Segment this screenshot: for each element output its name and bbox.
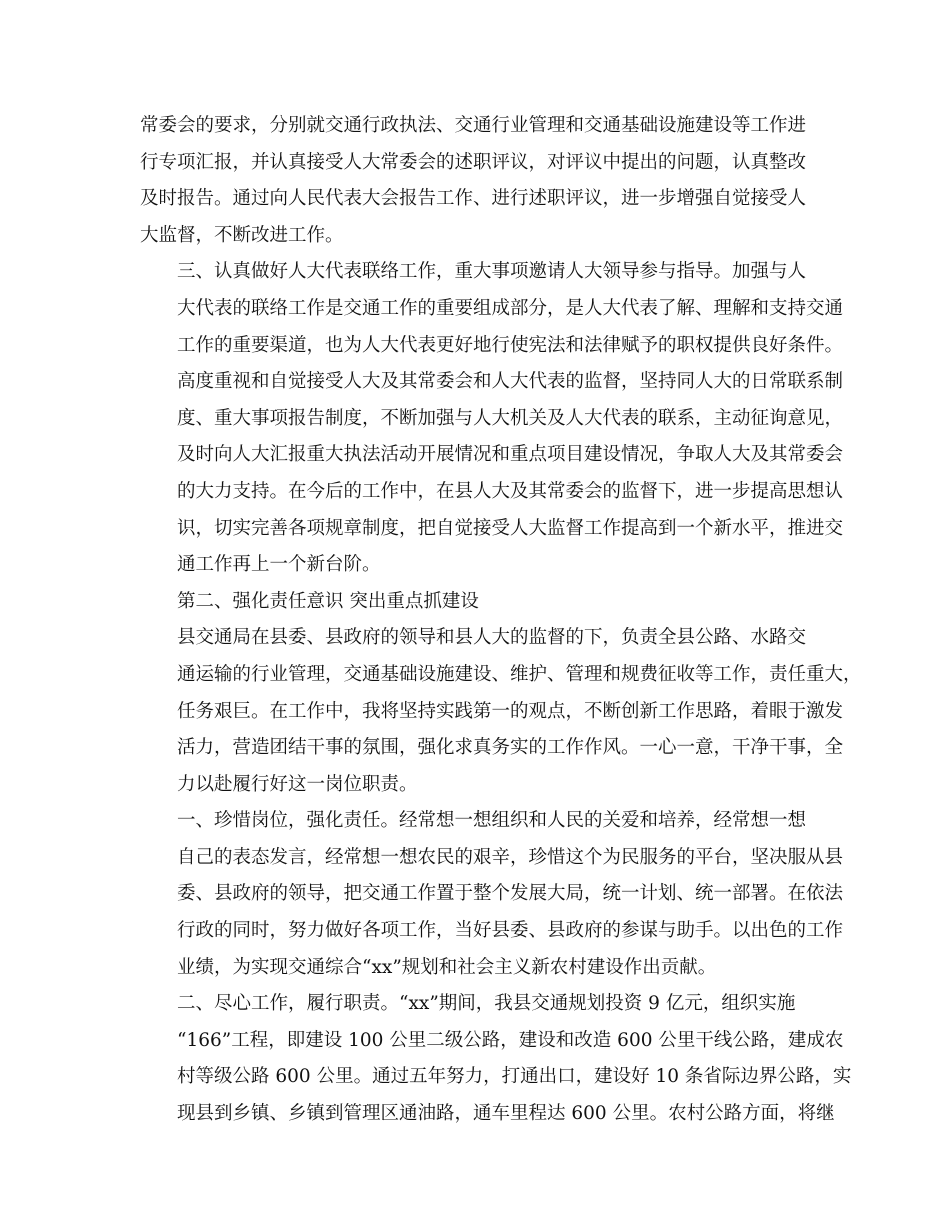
paragraph-section-three bbox=[140, 254, 844, 583]
section-heading bbox=[140, 584, 830, 621]
text-line: 三、认真做好人大代表联络工作，重大事项邀请人大领导参与指导。加强与人 bbox=[177, 261, 807, 283]
text-line: 的大力支持。在今后的工作中，在县人大及其常委会的监督下，进一步提高思想认 bbox=[177, 480, 844, 502]
text-line: 通工作再上一个新台阶。 bbox=[177, 554, 381, 576]
text-line: 一、珍惜岗位，强化责任。经常想一想组织和人民的关爱和培养，经常想一想 bbox=[177, 810, 807, 832]
text-line: 二、尽心工作，履行职责。“xx”期间，我县交通规划投资 9 亿元，组织实施 bbox=[177, 993, 796, 1015]
text-line: “166”工程，即建设 100 公里二级公路，建设和改造 600 公里干线公路，建成农 bbox=[177, 1029, 844, 1051]
text-line: 工作的重要渠道，也为人大代表更好地行使宪法和法律赋予的职权提供良好条件。 bbox=[177, 334, 844, 356]
text-line: 大代表的联络工作是交通工作的重要组成部分，是人大代表了解、理解和支持交通 bbox=[177, 297, 844, 319]
paragraph-item-two bbox=[140, 986, 852, 1132]
text-line: 识，切实完善各项规章制度，把自觉接受人大监督工作提高到一个新水平，推进交 bbox=[177, 517, 844, 539]
text-line: 常委会的要求，分别就交通行政执法、交通行业管理和交通基础设施建设等工作进 bbox=[140, 115, 807, 136]
paragraph-continuation bbox=[140, 108, 830, 254]
text-line: 县交通局在县委、县政府的领导和县人大的监督的下，负责全县公路、水路交 bbox=[177, 627, 807, 649]
text-line: 委、县政府的领导，把交通工作置于整个发展大局，统一计划、统一部署。在依法 bbox=[177, 883, 844, 905]
text-line: 及时报告。通过向人民代表大会报告工作、进行述职评议，进一步增强自觉接受人 bbox=[140, 188, 807, 210]
text-line: 现县到乡镇、乡镇到管理区通油路，通车里程达 600 公里。农村公路方面，将继 bbox=[177, 1103, 835, 1125]
text-line: 活力，营造团结干事的氛围，强化求真务实的工作作风。一心一意，干净干事，全 bbox=[177, 737, 844, 759]
text-line: 及时向人大汇报重大执法活动开展情况和重点项目建设情况，争取人大及其常委会 bbox=[177, 444, 844, 466]
heading-line: 第二、强化责任意识 突出重点抓建设 bbox=[177, 590, 479, 612]
text-line: 度、重大事项报告制度，不断加强与人大机关及人大代表的联系，主动征询意见， bbox=[177, 407, 844, 429]
text-line: 力以赴履行好这一岗位职责。 bbox=[177, 773, 418, 795]
text-line: 通运输的行业管理，交通基础设施建设、维护、管理和规费征收等工作，责任重大， bbox=[177, 663, 862, 685]
paragraph-bureau-duties bbox=[140, 620, 862, 803]
text-line: 村等级公路 600 公里。通过五年努力，打通出口，建设好 10 条省际边界公路，实 bbox=[177, 1066, 852, 1088]
paragraph-item-one bbox=[140, 803, 844, 986]
document-body bbox=[140, 108, 862, 1133]
text-line: 行专项汇报，并认真接受人大常委会的述职评议，对评议中提出的问题，认真整改 bbox=[140, 151, 807, 173]
text-line: 任务艰巨。在工作中，我将坚持实践第一的观点，不断创新工作思路，着眼于激发 bbox=[177, 700, 844, 722]
text-line: 大监督，不断改进工作。 bbox=[140, 224, 344, 246]
text-line: 高度重视和自觉接受人大及其常委会和人大代表的监督，坚持同人大的日常联系制 bbox=[177, 371, 844, 393]
text-line: 行政的同时，努力做好各项工作，当好县委、县政府的参谋与助手。以出色的工作 bbox=[177, 920, 844, 942]
text-line: 业绩，为实现交通综合“xx”规划和社会主义新农村建设作出贡献。 bbox=[177, 956, 717, 978]
text-line: 自己的表态发言，经常想一想农民的艰辛，珍惜这个为民服务的平台，坚决服从县 bbox=[177, 846, 844, 868]
